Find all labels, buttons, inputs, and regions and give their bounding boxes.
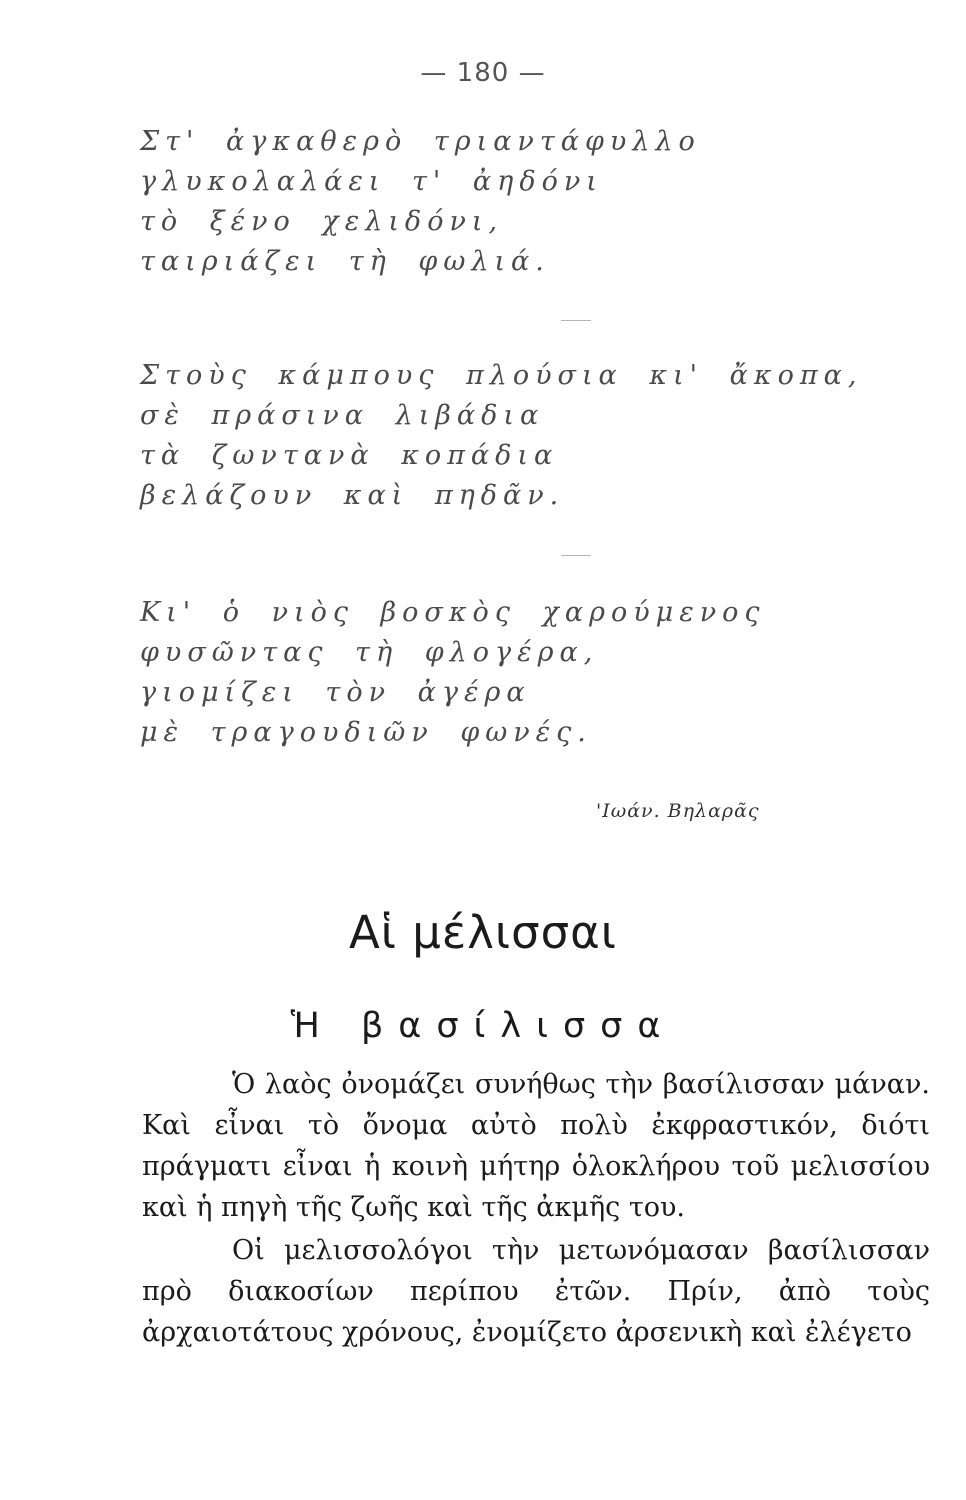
- body-paragraph: [142, 1064, 930, 1228]
- poem-line: Κι' ὁ νιὸς βοσκὸς χαρούμενος: [140, 597, 766, 628]
- poem-line: τὰ ζωντανὰ κοπάδια: [140, 440, 559, 471]
- poem-line: μὲ τραγουδιῶν φωνές.: [140, 717, 592, 748]
- paragraph-text: Οἱ μελισσολόγοι τὴν μετωνόμασαν βασίλισσαν πρὸ διακοσίων περίπου ἐτῶν. Πρίν, ἀπὸ τοὺς ἀρχαιοτάτους χρόνους, ἐνομίζετο ἀρσενικὴ καὶ ἐλέγετο: [142, 1235, 930, 1348]
- poem-line: σὲ πράσινα λιβάδια: [140, 400, 545, 431]
- poem-stanza-2: [140, 356, 863, 516]
- poem-line: γιομίζει τὸν ἀγέρα: [140, 677, 531, 708]
- poem-line: ταιριάζει τὴ φωλιά.: [140, 246, 550, 277]
- section-title: Ἡ βασίλισσα: [290, 1006, 676, 1046]
- body-paragraph: [142, 1230, 930, 1353]
- chapter-title: Αἱ μέλισσαι: [348, 906, 618, 959]
- poem-line: φυσῶντας τὴ φλογέρα,: [140, 637, 599, 668]
- stanza-divider: [561, 555, 591, 556]
- poem-line: βελάζουν καὶ πηδᾶν.: [140, 480, 565, 511]
- poem-line: Στ' ἀγκαθερὸ τριαντάφυλλο: [140, 126, 701, 157]
- body-text: [142, 1064, 930, 1353]
- poem-line: τὸ ξένο χελιδόνι,: [140, 206, 504, 237]
- poem-line: γλυκολαλάει τ' ἀηδόνι: [140, 166, 603, 197]
- paragraph-text: Ὁ λαὸς ὀνομάζει συνήθως τὴν βασίλισσαν μάναν. Καὶ εἶναι τὸ ὄνομα αὐτὸ πολὺ ἐκφραστικόν, διότι πράγματι εἶναι ἡ κοινὴ μήτηρ ὁλοκλήρου τοῦ μελισσίου καὶ ἡ πηγὴ τῆς ζωῆς καὶ τῆς ἀκμῆς του.: [142, 1069, 930, 1223]
- page-number: — 180 —: [420, 58, 546, 88]
- stanza-divider: [561, 320, 591, 321]
- poem-author: 'Ιωάν. Βηλαρᾶς: [596, 800, 760, 822]
- poem-stanza-1: [140, 122, 860, 282]
- poem-stanza-3: [140, 593, 860, 753]
- poem-line: Στοὺς κάμπους πλούσια κι' ἄκοπα,: [140, 360, 863, 391]
